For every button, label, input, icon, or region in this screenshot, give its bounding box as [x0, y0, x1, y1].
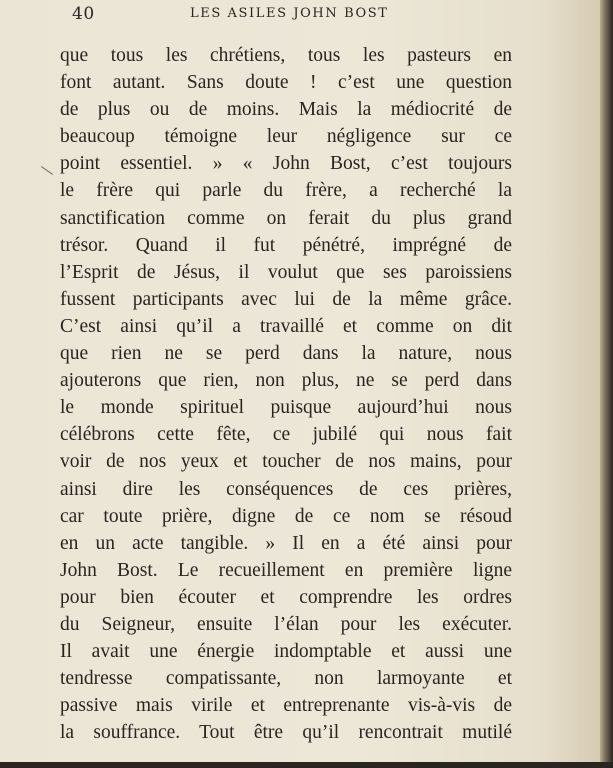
text-line: font autant. Sans doute ! c’est une question [60, 72, 512, 94]
text-line: passive mais virile et entreprenante vis-à-vis de [60, 695, 512, 717]
text-line: du Seigneur, ensuite l’élan pour les exécuter. [60, 613, 512, 635]
text-line: tendresse compatissante, non larmoyante et [60, 668, 512, 690]
text-line: en un acte tangible. » Il en a été ainsi pour [60, 532, 512, 554]
text-line: de plus ou de moins. Mais la médiocrité de [60, 99, 512, 121]
page-number: 40 [72, 4, 95, 24]
text-line: célébrons cette fête, ce jubilé qui nous fait [60, 424, 512, 446]
text-line: que tous les chrétiens, tous les pasteurs en [60, 45, 512, 66]
page-bottom-edge [0, 762, 613, 768]
text-line: Il avait une énergie indomptable et aussi une [60, 641, 512, 663]
text-line: voir de nos yeux et toucher de nos mains, pour [60, 451, 512, 473]
book-spine-edge [600, 0, 613, 768]
margin-pencil-mark [41, 166, 53, 175]
text-line: beaucoup témoigne leur négligence sur ce [60, 126, 512, 148]
text-line: car toute prière, digne de ce nom se résoud [60, 505, 512, 527]
text-line: fussent participants avec lui de la même grâce. [60, 288, 512, 310]
text-line: ajouterons que rien, non plus, ne se perd dans [60, 370, 512, 392]
text-line: la souffrance. Tout être qu’il rencontrait mutilé [60, 722, 512, 744]
text-line: C’est ainsi qu’il a travaillé et comme on dit [60, 315, 512, 337]
text-line: ainsi dire les conséquences de ces prières, [60, 478, 512, 500]
text-line: que rien ne se perd dans la nature, nous [60, 343, 512, 365]
text-line: trésor. Quand il fut pénétré, imprégné de [60, 234, 512, 256]
text-line: le monde spirituel puisque aujourd’hui nous [60, 397, 512, 419]
text-line: le frère qui parle du frère, a recherché la [60, 180, 512, 202]
text-line: l’Esprit de Jésus, il voulut que ses paroissiens [60, 261, 512, 283]
running-head [72, 4, 510, 26]
text-line: pour bien écouter et comprendre les ordres [60, 586, 512, 608]
body-text [60, 42, 512, 746]
text-line: sanctification comme on ferait du plus grand [60, 207, 512, 229]
running-title: LES ASILES JOHN BOST [190, 6, 389, 21]
text-line: point essentiel. » « John Bost, c’est toujours [60, 153, 512, 175]
text-line: John Bost. Le recueillement en première ligne [60, 559, 512, 581]
